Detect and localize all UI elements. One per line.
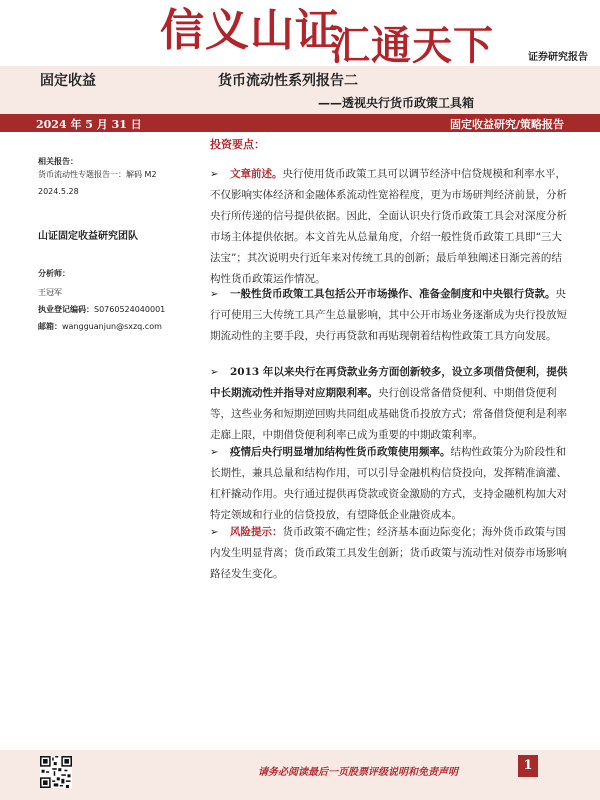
highlight-text: 央行使用货币政策工具可以调节经济中信贷规模和利率水平，不仅影响实体经济和金融体系流动性宽裕程度，更为市场研判经济前景，分析央行所传递的信号提供依据。因此，全面认识央行货币政策工具会对深度分析市场主体提供依据。本文首先从总量角度，介绍一般性货币政策工具即“三大法宝”；其次说明央行近年来对传统工具的创新；最后单独阐述日渐完善的结构性货币政策运作情况。	[210, 168, 567, 285]
highlight-text: 结构性政策分为阶段性和长期性，兼具总量和结构作用，可以引导金融机构信贷投向，发挥精准滴灌、杠杆撬动作用。央行通过提供再贷款或资金激励的方式，支持金融机构加大对特定领域和行业的信贷投放，有望降低企业融资成本。	[210, 446, 567, 521]
date-bar	[0, 114, 600, 132]
related-report-date: 2024.5.28	[38, 187, 79, 196]
highlight-text: 央行创设常备借贷便利、中期借贷便利等，这些业务和短期逆回购共同组成基础货币投放方式；常备借贷便利是利率走廊上限，中期借贷便利利率已成为重要的中期政策利率。	[210, 387, 567, 441]
email-label: 邮箱：	[38, 322, 62, 331]
highlight-item	[210, 362, 568, 446]
slogan-part2: 汇通天下	[330, 22, 494, 66]
highlight-lead: 疫情后央行明显增加结构性货币政策使用频率。	[230, 446, 451, 458]
slogan-part1: 信义山证	[160, 5, 340, 56]
analyst-license	[38, 301, 208, 318]
analyst-heading: 分析师：	[38, 269, 70, 278]
related-report-title: 货币流动性专题报告一：解码 M2	[38, 170, 157, 179]
analyst-email	[38, 318, 208, 335]
highlights-title: 投资要点：	[210, 138, 265, 151]
slogan-banner	[0, 0, 600, 66]
risk-lead: 风险提示：	[230, 526, 283, 538]
highlight-lead: 一般性货币政策工具包括公开市场操作、准备金制度和中央银行贷款。	[230, 288, 556, 300]
research-type-label: 证券研究报告	[528, 52, 588, 63]
analyst-info	[38, 284, 208, 335]
highlight-item	[210, 164, 568, 290]
bullet-arrow-icon: ➢	[210, 169, 219, 180]
license-value: S0760524040001	[94, 305, 166, 314]
qr-code-icon	[40, 756, 72, 788]
bullet-arrow-icon: ➢	[210, 367, 219, 378]
bullet-arrow-icon: ➢	[210, 527, 219, 538]
related-report-link[interactable]	[38, 166, 208, 200]
research-team: 山证固定收益研究团队	[38, 231, 138, 242]
disclaimer-text[interactable]: 请务必阅读最后一页股票评级说明和免责声明	[258, 767, 458, 778]
report-category: 固定收益	[40, 73, 96, 89]
report-header	[0, 66, 600, 114]
bullet-arrow-icon: ➢	[210, 447, 219, 458]
highlight-item	[210, 442, 568, 526]
license-label: 执业登记编码：	[38, 305, 94, 314]
report-subtitle: ——透视央行货币政策工具箱	[318, 96, 475, 110]
bullet-arrow-icon: ➢	[210, 289, 219, 300]
highlight-lead: 文章前述。	[230, 168, 283, 180]
page-number: 1	[518, 755, 538, 777]
risk-warning	[210, 522, 568, 585]
report-title: 货币流动性系列报告二	[218, 73, 358, 89]
highlight-lead: 2013 年以来央行在再贷款业务方面创新较多，设立多项借贷便利，提供中长期流动性并指导对应期限利率。	[210, 366, 568, 399]
related-reports-heading: 相关报告：	[38, 157, 78, 166]
risk-text: 货币政策不确定性；经济基本面边际变化；海外货币政策与国内发生明显背离；货币政策工具发生创新；货币政策与流动性对债券市场影响路径发生变化。	[210, 526, 567, 580]
email-link[interactable]: wangguanjun@sxzq.com	[62, 322, 162, 331]
report-date: 2024 年 5 月 31 日	[36, 118, 142, 131]
highlight-item	[210, 284, 568, 347]
analyst-name: 王冠军	[38, 288, 62, 297]
report-type: 固定收益研究/策略报告	[449, 118, 564, 131]
highlight-text: 央行可使用三大传统工具产生总量影响，其中公开市场业务逐渐成为央行投放短期流动性的主要手段，央行再贷款和再贴现朝着结构性政策工具方向发展。	[210, 288, 567, 342]
